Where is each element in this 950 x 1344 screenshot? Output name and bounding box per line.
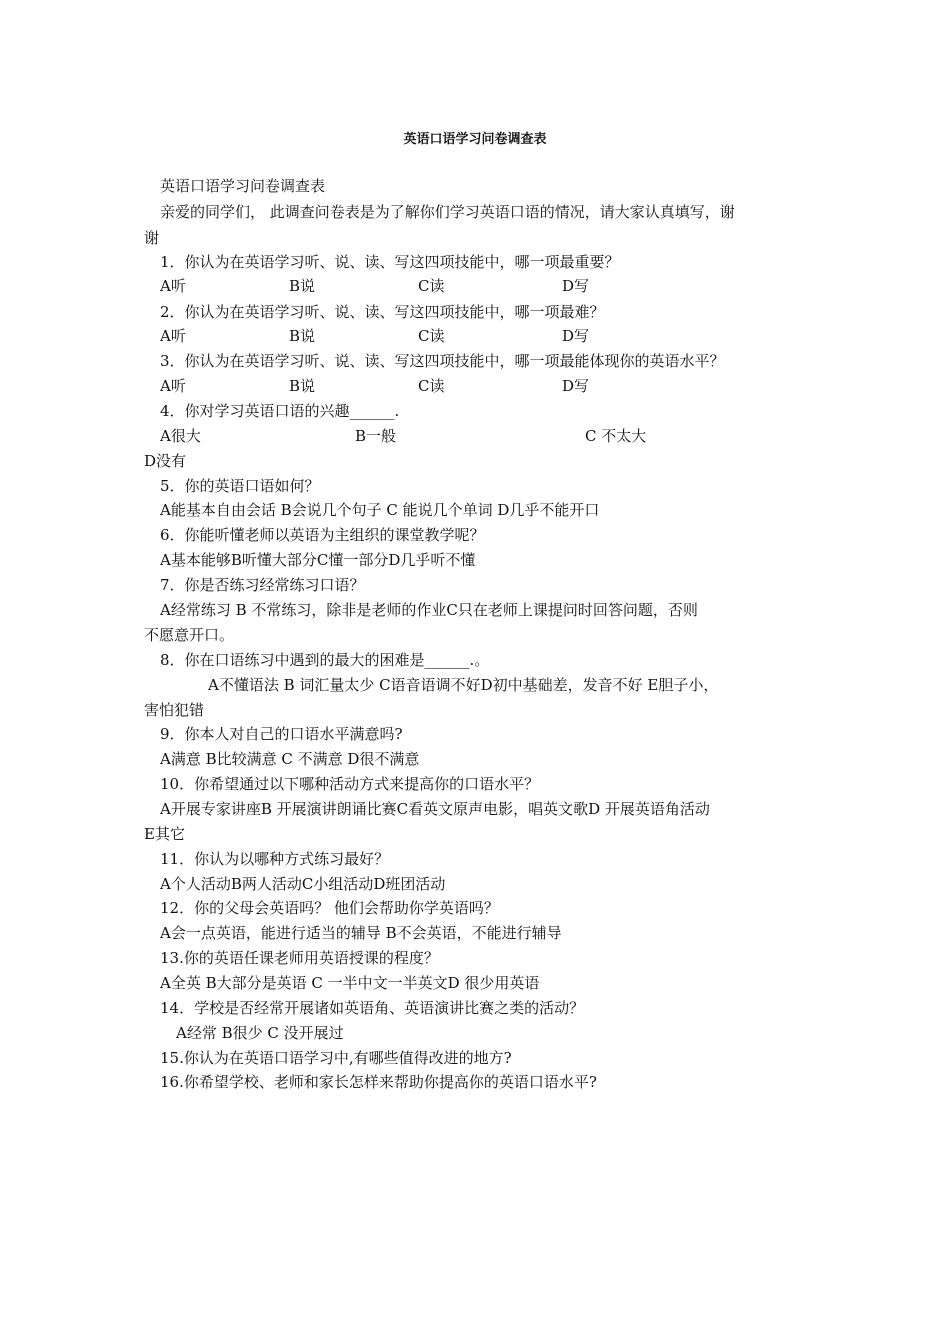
- option-a: A听: [160, 277, 186, 295]
- question-4-option-d: D没有: [144, 452, 187, 470]
- question-2-options: [0, 326, 950, 346]
- option-b: B说: [289, 277, 316, 295]
- question-6: 6．你能听懂老师以英语为主组织的课堂教学呢？: [160, 526, 485, 544]
- option-b: B说: [289, 327, 316, 345]
- option-d: D写: [562, 277, 590, 295]
- question-1: 1．你认为在英语学习听、说、读、写这四项技能中，哪一项最重要？: [160, 253, 620, 271]
- option-c: C读: [418, 277, 445, 295]
- question-3: 3．你认为在英语学习听、说、读、写这四项技能中，哪一项最能体现你的英语水平？: [160, 352, 725, 370]
- option-a: A很大: [160, 427, 201, 445]
- question-10: 10．你希望通过以下哪种活动方式来提高你的口语水平？: [160, 775, 540, 793]
- option-d: D写: [562, 327, 590, 345]
- question-2: 2．你认为在英语学习听、说、读、写这四项技能中，哪一项最难？: [160, 303, 605, 321]
- question-14-options: A经常 B很少 C 没开展过: [176, 1024, 344, 1042]
- question-5-options: A能基本自由会话 B会说几个句子 C 能说几个单词 D几乎不能开口: [160, 501, 600, 519]
- question-5: 5．你的英语口语如何？: [160, 477, 320, 495]
- question-12: 12．你的父母会英语吗？ 他们会帮助你学英语吗？: [160, 899, 499, 917]
- question-15: 15.你认为在英语口语学习中,有哪些值得改进的地方?: [160, 1049, 512, 1067]
- document-heading: 英语口语学习问卷调查表: [160, 177, 326, 195]
- question-10-options: A开展专家讲座B 开展演讲朗诵比赛C看英文原声电影，唱英文歌D 开展英语角活动: [160, 800, 710, 818]
- option-a: A听: [160, 327, 186, 345]
- question-7-options-continued: 不愿意开口。: [144, 626, 235, 644]
- option-c: C读: [418, 377, 445, 395]
- option-b: B一般: [355, 427, 397, 445]
- question-9-options: A满意 B比较满意 C 不满意 D很不满意: [160, 750, 420, 768]
- question-13-options: A全英 B大部分是英语 C 一半中文一半英文D 很少用英语: [160, 974, 540, 992]
- question-7-options: A经常练习 B 不常练习，除非是老师的作业C只在老师上课提问时回答问题，否则: [160, 601, 698, 619]
- question-4-options: [0, 426, 950, 446]
- question-16: 16.你希望学校、老师和家长怎样来帮助你提高你的英语口语水平?: [160, 1073, 597, 1091]
- question-10-options-continued: E其它: [144, 825, 185, 843]
- option-c: C 不太大: [585, 427, 647, 445]
- intro-text: 亲爱的同学们， 此调查问卷表是为了解你们学习英语口语的情况，请大家认真填写，谢: [160, 203, 735, 221]
- question-8-options-continued: 害怕犯错: [144, 701, 205, 719]
- intro-text-continued: 谢: [144, 229, 160, 247]
- option-c: C读: [418, 327, 445, 345]
- question-1-options: [0, 276, 950, 296]
- question-8: 8．你在口语练习中遇到的最大的困难是______.。: [160, 651, 490, 669]
- question-9: 9．你本人对自己的口语水平满意吗?: [160, 725, 403, 743]
- question-8-options: A不懂语法 B 词汇量太少 C语音语调不好D初中基础差，发音不好 E胆子小，: [208, 676, 719, 694]
- question-3-options: [0, 376, 950, 396]
- option-b: B说: [289, 377, 316, 395]
- option-d: D写: [562, 377, 590, 395]
- question-4: 4．你对学习英语口语的兴趣______.: [160, 402, 400, 420]
- question-14: 14．学校是否经常开展诸如英语角、英语演讲比赛之类的活动？: [160, 999, 585, 1017]
- question-12-options: A会一点英语，能进行适当的辅导 B不会英语，不能进行辅导: [160, 924, 562, 942]
- question-11-options: A个人活动B两人活动C小组活动D班团活动: [160, 875, 446, 893]
- question-7: 7．你是否练习经常练习口语？: [160, 576, 365, 594]
- option-a: A听: [160, 377, 186, 395]
- document-title: 英语口语学习问卷调查表: [403, 132, 547, 147]
- question-6-options: A基本能够B听懂大部分C懂一部分D几乎听不懂: [160, 551, 476, 569]
- question-11: 11．你认为以哪种方式练习最好？: [160, 850, 390, 868]
- question-13: 13.你的英语任课老师用英语授课的程度？: [160, 949, 439, 967]
